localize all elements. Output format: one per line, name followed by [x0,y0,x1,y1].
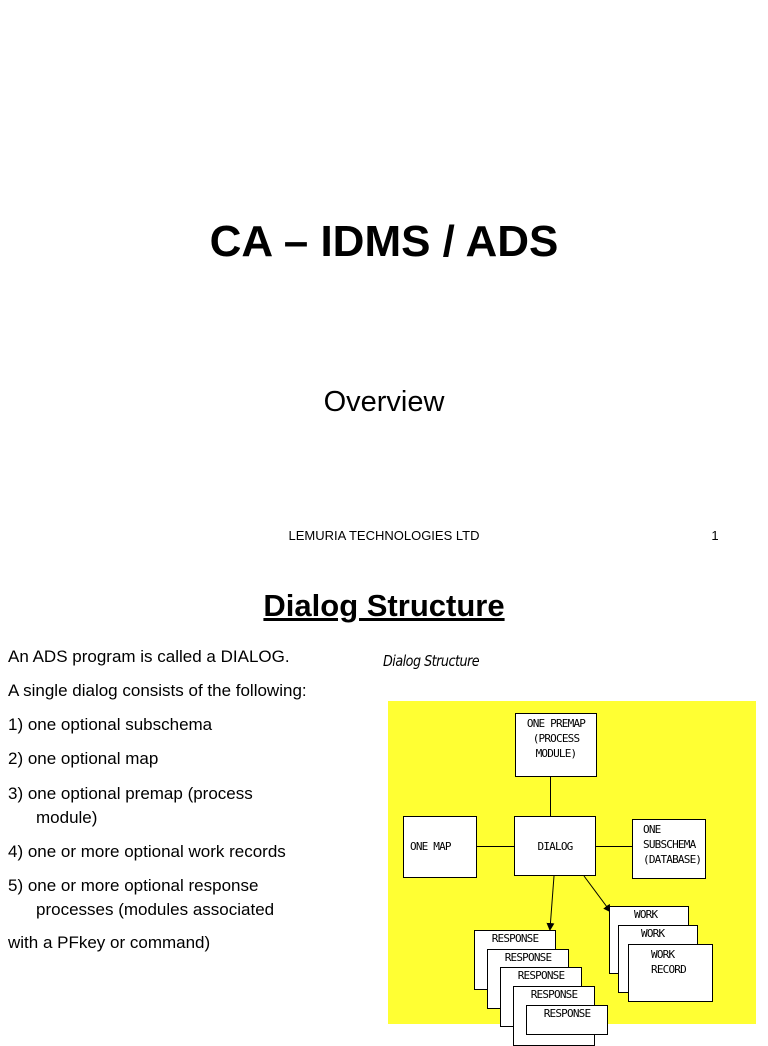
response-process-box: RESPONSE [513,986,595,1046]
work-record-box: WORK [618,925,698,993]
bullet-text-continuation: module) [36,808,98,827]
dialog-box: DIALOG [514,816,596,876]
slide-title: CA – IDMS / ADS [209,217,559,266]
bullet-text: 3) one optional premap (process [8,784,253,803]
premap-box: ONE PREMAP (PROCESS MODULE) [515,713,597,777]
response-process-box: RESPONSE [474,930,556,990]
map-box: ONE MAP [403,816,477,878]
bullet-text: 2) one optional map [8,749,159,768]
section-title: Dialog Structure [263,588,505,623]
bullet-text-continuation: processes (modules associated [36,900,275,919]
bullet-text: 5) one or more optional response [8,876,259,895]
bullet-text: An ADS program is called a DIALOG. [8,647,290,666]
response-process-box: RESPONSE [526,1005,608,1035]
slide-footer: LEMURIA TECHNOLOGIES LTD [288,528,480,543]
work-record-box: WORK [609,906,689,974]
bullet-text: 1) one optional subschema [8,715,213,734]
work-record-box: WORK RECORD [628,944,713,1002]
diagram-caption: Dialog Structure [383,652,480,670]
bullet-text: with a PFkey or command) [8,933,211,952]
subschema-box: ONE SUBSCHEMA (DATABASE) [632,819,706,879]
response-process-box: RESPONSE [487,949,569,1009]
bullet-text: 4) one or more optional work records [8,842,286,861]
slide-subtitle: Overview [323,386,445,418]
response-process-box: RESPONSE [500,967,582,1027]
bullet-text: A single dialog consists of the following: [8,681,307,700]
dialog-structure-diagram [388,701,756,1024]
page-number: 1 [711,528,719,543]
